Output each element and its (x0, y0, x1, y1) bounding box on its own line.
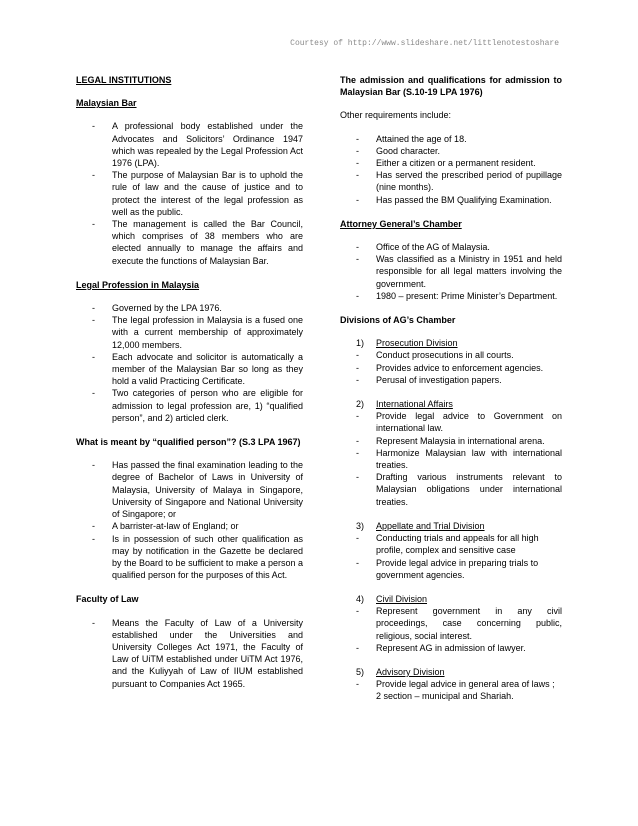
malaysian-bar-list (76, 120, 303, 266)
division-items (340, 605, 562, 654)
qualified-person-list (76, 459, 303, 581)
list-item: - Each advocate and solicitor is automatically a member of the Malaysian Bar so long as they hold a valid Practicing Certificate. (92, 351, 303, 387)
list-item: - Provide legal advice in preparing trials to government agencies. (356, 557, 539, 580)
right-column (340, 74, 562, 703)
legal-profession-heading: Legal Profession in Malaysia (76, 279, 200, 290)
faculty-list (76, 617, 303, 690)
division-title: International Affairs (376, 399, 453, 410)
list-item: - Means the Faculty of Law of a University established under the Universities and University Colleges Act 1971, the Faculty of Law of UiTM established under UiTM Act 1976, and the Kuliyyah of Law of IIUM established pursuant to Companies Act 1965. (92, 617, 303, 689)
list-item: - A professional body established under the Advocates and Solicitors’ Ordinance 1947 which was repealed by the Legal Profession Act 1976 (LPA). (92, 121, 303, 169)
list-item: - Provide legal advice in general area of laws ; 2 section – municipal and Shariah. (356, 679, 555, 702)
division-title: Appellate and Trial Division (376, 520, 485, 531)
division-appellate: 3) Appellate and Trial Division - Conducting trials and appeals for all high profile, complex and sensitive case - Provide legal advice in preparing trials to government agencies. (340, 520, 562, 581)
list-item: - Office of the AG of Malaysia. (356, 242, 490, 253)
list-item: - Has served the prescribed period of pupillage (nine months). (356, 170, 562, 193)
division-title: Civil Division (376, 593, 428, 604)
divisions-heading: Divisions of AG’s Chamber (340, 315, 456, 326)
admission-intro: Other requirements include: (340, 110, 452, 121)
division-items (340, 532, 562, 581)
list-item: - The purpose of Malaysian Bar is to uphold the rule of law and the cause of justice and to protect the interest of the legal profession as well as the public. (92, 170, 303, 217)
qualified-person-heading: What is meant by “qualified person”? (S.3 LPA 1967) (76, 437, 301, 448)
division-items (340, 678, 562, 702)
division-civil: 4) Civil Division - Represent government in any civil proceedings, case concerning public, religious, social interest. - Represent AG in admission of lawyer. (340, 593, 562, 654)
list-item: - Represent AG in admission of lawyer. (356, 642, 526, 653)
list-item: - Is in possession of such other qualification as may by notification in the Gazette be declared by the Board to be sufficient to make a person a qualified person for the purposes of this Act. (92, 533, 303, 581)
list-item: - Two categories of person who are eligible for admission to legal profession are, 1) “qualified person”, and 2) articled clerk. (92, 388, 303, 423)
list-item: - Was classified as a Ministry in 1951 and held responsible for all legal matters involving the government. (356, 254, 562, 289)
list-item: - Good character. (356, 145, 441, 156)
list-item: - 1980 – present: Prime Minister’s Department. (356, 290, 558, 301)
admission-list (340, 133, 562, 206)
list-item: - Drafting various instruments relevant to Malaysian obligations under international treaties. (356, 472, 562, 507)
ag-chamber-list (340, 241, 562, 302)
list-item: - The legal profession in Malaysia is a fused one with a current membership of approximately 12,000 members. (92, 315, 303, 350)
list-item: - Either a citizen or a permanent resident. (356, 158, 536, 169)
list-item: - Provide legal advice to Government on international law. (356, 411, 562, 434)
list-item: - Harmonize Malaysian law with international treaties. (356, 447, 562, 471)
division-items (340, 410, 562, 508)
malaysian-bar-heading: Malaysian Bar (76, 98, 137, 109)
list-item: - Conducting trials and appeals for all high profile, complex and sensitive case (356, 533, 539, 556)
division-advisory: 5) Advisory Division - Provide legal advice in general area of laws ; 2 section – municipal and Shariah. (340, 666, 562, 703)
list-item: - Provides advice to enforcement agencies. (356, 362, 544, 373)
admission-heading: The admission and qualifications for admission to Malaysian Bar (S.10-19 LPA 1976) (340, 75, 562, 98)
ag-chamber-heading: Attorney General’s Chamber (340, 218, 462, 229)
left-column (76, 74, 303, 690)
list-item: - A barrister-at-law of England; or (92, 521, 239, 532)
document-title: LEGAL INSTITUTIONS (76, 75, 172, 85)
list-item: - Conduct prosecutions in all courts. (356, 350, 514, 361)
list-item: - Represent Malaysia in international arena. (356, 435, 545, 446)
division-title: Prosecution Division (376, 338, 458, 349)
division-items (340, 349, 562, 386)
list-item: - Governed by the LPA 1976. (92, 303, 222, 314)
list-item: - Has passed the final examination leading to the degree of Bachelor of Laws in University of Malaysia, University of Malaya in Singapore, University of Singapore and National University of Singapore; or (92, 460, 303, 520)
legal-profession-list (76, 302, 303, 424)
division-international: 2) International Affairs - Provide legal advice to Government on international law. - Represent Malaysia in international arena. - Harmonize Malaysian law with international treaties. - Drafting various instruments relevant to Malaysian obligations under international treaties. (340, 398, 562, 508)
division-title: Advisory Division (376, 666, 445, 677)
courtesy-watermark: Courtesy of http://www.slideshare.net/littlenotestoshare (290, 39, 559, 48)
list-item: - Has passed the BM Qualifying Examination. (356, 194, 552, 205)
list-item: - The management is called the Bar Council, which comprises of 38 members who are elected annually to manage the affairs and execute the functions of Malaysian Bar. (92, 219, 303, 266)
division-prosecution: 1) Prosecution Division - Conduct prosecutions in all courts. - Provides advice to enforcement agencies. - Perusal of investigation papers. (340, 337, 562, 386)
faculty-heading: Faculty of Law (76, 594, 139, 605)
list-item: - Represent government in any civil proceedings, case concerning public, religious, social interest. (356, 606, 562, 641)
list-item: - Perusal of investigation papers. (356, 374, 502, 385)
list-item: - Attained the age of 18. (356, 133, 467, 144)
